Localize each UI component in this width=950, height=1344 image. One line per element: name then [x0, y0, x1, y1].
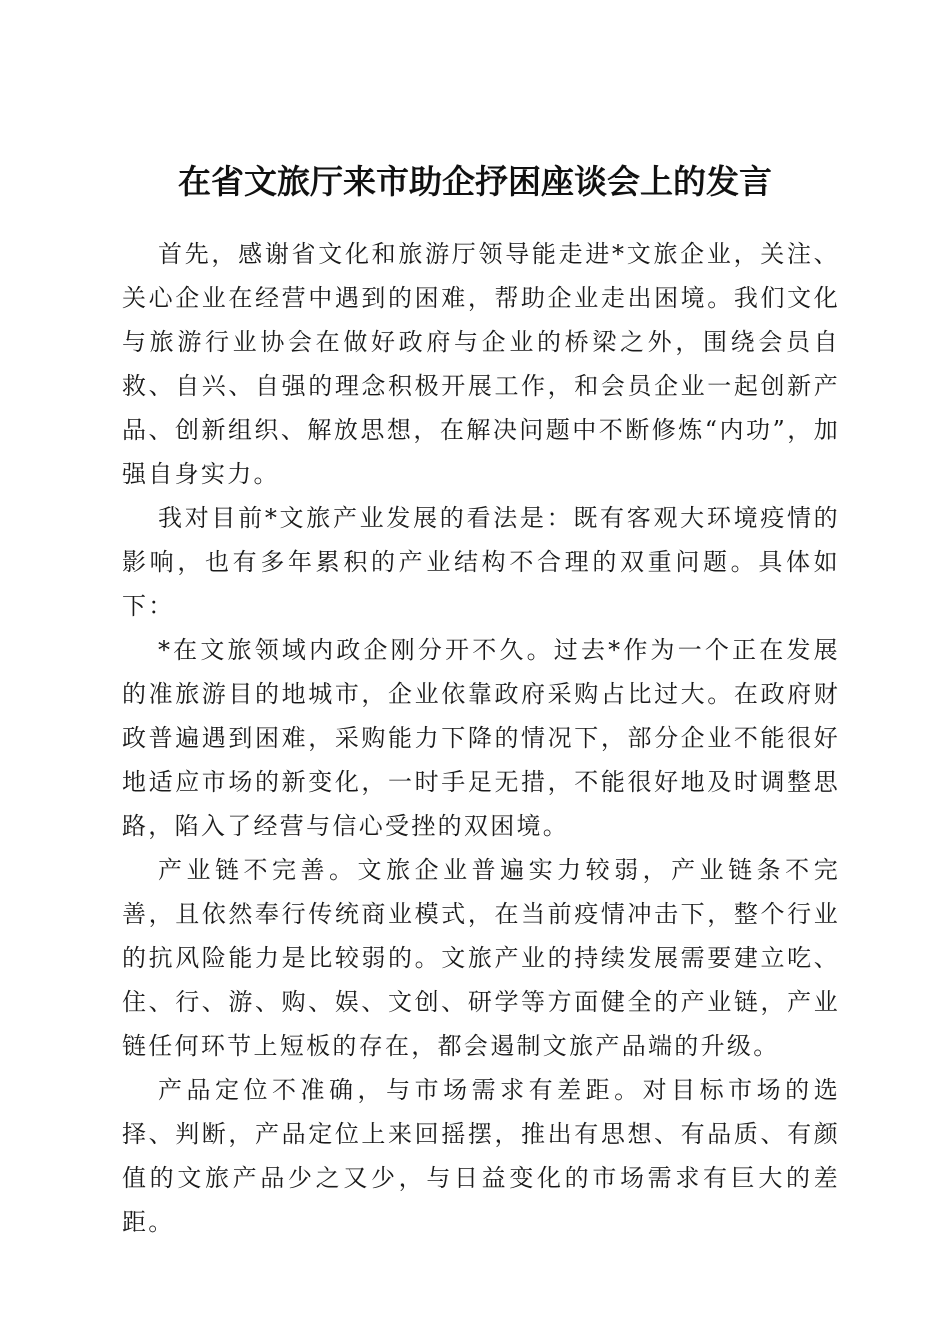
- document-body: [122, 232, 840, 1244]
- paragraph-product-positioning: 产品定位不准确，与市场需求有差距。对目标市场的选择、判断，产品定位上来回摇摆，推出有思想、有品质、有颜值的文旅产品少之又少，与日益变化的市场需求有巨大的差距。: [122, 1076, 840, 1236]
- paragraph-industry-chain: 产业链不完善。文旅企业普遍实力较弱，产业链条不完善，且依然奉行传统商业模式，在当前疫情冲击下，整个行业的抗风险能力是比较弱的。文旅产业的持续发展需要建立吃、住、行、游、购、娱、文创、研学等方面健全的产业链，产业链任何环节上短板的存在，都会遏制文旅产品端的升级。: [122, 856, 840, 1060]
- document-title: 在省文旅厅来市助企抒困座谈会上的发言: [178, 162, 772, 202]
- paragraph-intro: 首先，感谢省文化和旅游厅领导能走进*文旅企业，关注、关心企业在经营中遇到的困难，帮助企业走出困境。我们文化与旅游行业协会在做好政府与企业的桥梁之外，围绕会员自救、自兴、自强的理念积极开展工作，和会员企业一起创新产品、创新组织、解放思想，在解决问题中不断修炼“内功”，加强自身实力。: [122, 240, 840, 488]
- paragraph-view: 我对目前*文旅产业发展的看法是：既有客观大环境疫情的影响，也有多年累积的产业结构不合理的双重问题。具体如下：: [122, 504, 840, 620]
- paragraph-government-separation: *在文旅领域内政企刚分开不久。过去*作为一个正在发展的准旅游目的地城市，企业依靠政府采购占比过大。在政府财政普遍遇到困难，采购能力下降的情况下，部分企业不能很好地适应市场的新变化，一时手足无措，不能很好地及时调整思路，陷入了经营与信心受挫的双困境。: [122, 636, 840, 840]
